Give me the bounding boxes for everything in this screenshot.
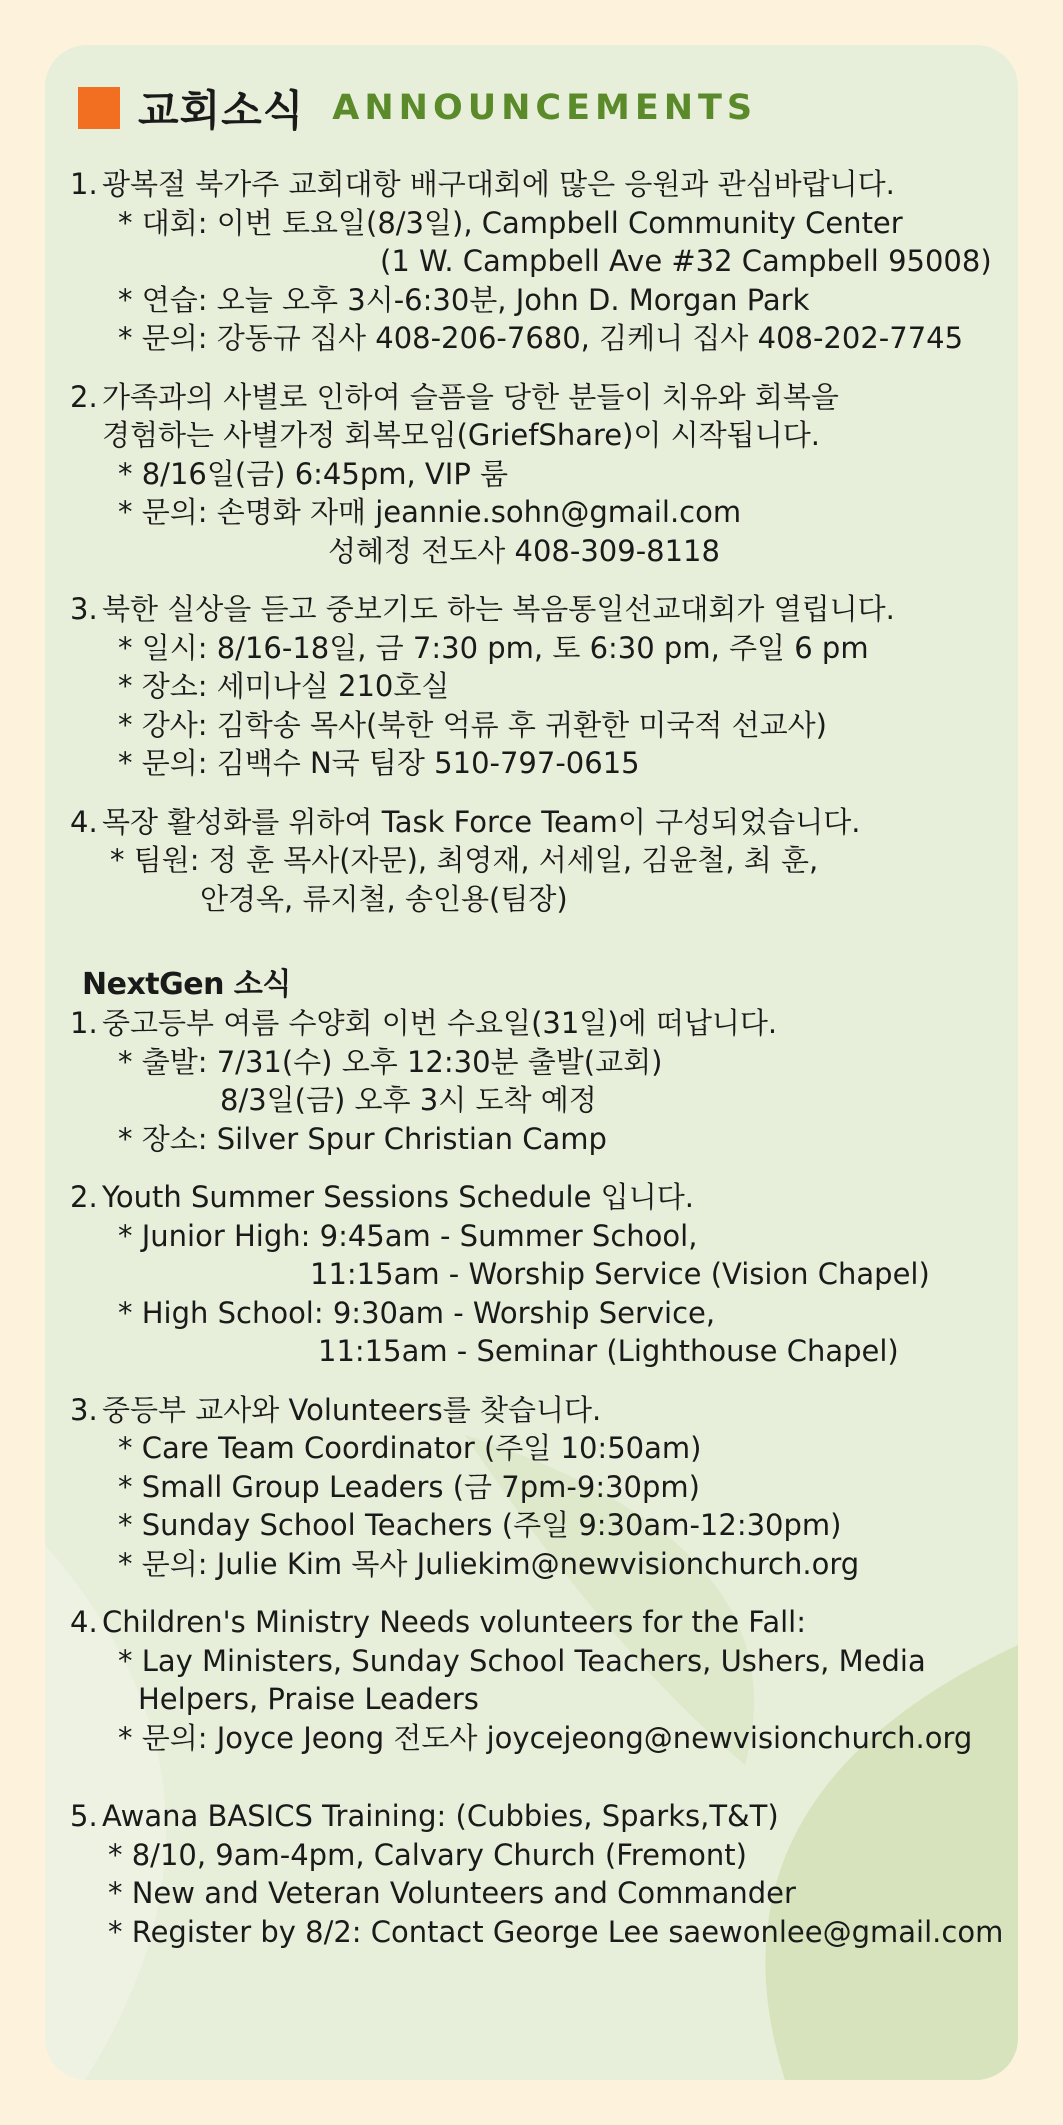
item-line: * 연습: 오늘 오후 3시-6:30분, John D. Morgan Park [118, 282, 810, 317]
item-line: 광복절 북가주 교회대항 배구대회에 많은 응원과 관심바랍니다. [102, 167, 895, 201]
item-line: * 대회: 이번 토요일(8/3일), Campbell Community Center [118, 205, 903, 240]
item-number: 3. [70, 592, 98, 626]
item-line: * Sunday School Teachers (주일 9:30am-12:30pm) [118, 1508, 842, 1542]
nextgen-item-1 [70, 1004, 1015, 1158]
item-line: * Small Group Leaders (금 7pm-9:30pm) [118, 1469, 700, 1504]
item-line: (1 W. Campbell Ave #32 Campbell 95008) [380, 244, 992, 278]
item-line: Awana BASICS Training: (Cubbies, Sparks,T&T) [102, 1799, 779, 1833]
item-line: * 8/16일(금) 6:45pm, VIP 룸 [118, 456, 509, 491]
item-line: * 문의: Julie Kim 목사 Juliekim@newvisionchurch.org [118, 1546, 860, 1581]
nextgen-item-2 [70, 1178, 1015, 1371]
item-line: * Care Team Coordinator (주일 10:50am) [118, 1431, 702, 1465]
title-english: ANNOUNCEMENTS [332, 88, 758, 128]
item-line: 가족과의 사별로 인하여 슬픔을 당한 분들이 치유와 회복을 [102, 379, 839, 414]
announcement-item-4 [70, 803, 1015, 919]
item-line: 11:15am - Worship Service (Vision Chapel) [310, 1257, 930, 1291]
item-line: * 문의: Joyce Jeong 전도사 joycejeong@newvisionchurch.org [118, 1720, 973, 1755]
announcements-card [45, 45, 1018, 2080]
item-number: 1. [70, 167, 98, 201]
item-line: 경험하는 사별가정 회복모임(GriefShare)이 시작됩니다. [102, 418, 820, 452]
item-number: 2. [70, 379, 98, 414]
orange-square-icon [78, 87, 120, 129]
item-line: * 8/10, 9am-4pm, Calvary Church (Fremont) [108, 1837, 747, 1872]
item-number: 2. [70, 1180, 98, 1214]
item-line: * 출발: 7/31(수) 오후 12:30분 출발(교회) [118, 1044, 663, 1079]
header [78, 73, 757, 143]
item-line: Helpers, Praise Leaders [138, 1682, 479, 1716]
item-line: * 문의: 강동규 집사 408-206-7680, 김케니 집사 408-202-7745 [118, 321, 964, 355]
item-line: 8/3일(금) 오후 3시 도착 예정 [220, 1083, 597, 1117]
announcement-item-1 [70, 165, 1015, 358]
item-number: 4. [70, 1605, 98, 1639]
item-line: 목장 활성화를 위하여 Task Force Team이 구성되었습니다. [102, 804, 861, 839]
item-line: * High School: 9:30am - Worship Service, [118, 1295, 716, 1330]
item-line: Children's Ministry Needs volunteers for the Fall: [102, 1605, 806, 1639]
item-line: * 팀원: 정 훈 목사(자문), 최영재, 서세일, 김윤철, 최 훈, [110, 843, 819, 877]
item-line: * 장소: Silver Spur Christian Camp [118, 1121, 607, 1156]
nextgen-section-title: NextGen 소식 [82, 967, 291, 1002]
item-line: * 강사: 김학송 목사(북한 억류 후 귀환한 미국적 선교사) [118, 707, 827, 742]
nextgen-item-3 [70, 1391, 1015, 1584]
item-line: * 문의: 김백수 N국 팀장 510-797-0615 [118, 746, 640, 780]
item-line: * Lay Ministers, Sunday School Teachers, Ushers, Media [118, 1643, 926, 1678]
item-line: 북한 실상을 듣고 중보기도 하는 복음통일선교대회가 열립니다. [102, 592, 895, 626]
announcement-content [70, 165, 1015, 1951]
item-line: * 장소: 세미나실 210호실 [118, 669, 450, 703]
item-number: 1. [70, 1006, 98, 1040]
item-line: 중등부 교사와 Volunteers를 찾습니다. [102, 1392, 602, 1427]
item-line: * New and Veteran Volunteers and Commander [108, 1876, 796, 1910]
item-number: 3. [70, 1392, 98, 1427]
item-number: 4. [70, 804, 98, 839]
item-line: * Junior High: 9:45am - Summer School, [118, 1218, 698, 1253]
item-number: 5. [70, 1799, 98, 1833]
announcement-item-3 [70, 590, 1015, 783]
item-line: 중고등부 여름 수양회 이번 수요일(31일)에 떠납니다. [102, 1006, 778, 1040]
title-korean: 교회소식 [138, 86, 305, 135]
announcement-item-2 [70, 378, 1015, 571]
item-line: * 문의: 손명화 자매 jeannie.sohn@gmail.com [118, 495, 742, 529]
item-line: 성혜정 전도사 408-309-8118 [328, 533, 720, 568]
item-line: 안경옥, 류지철, 송인용(팀장) [200, 881, 568, 916]
item-line: 11:15am - Seminar (Lighthouse Chapel) [318, 1334, 899, 1368]
nextgen-item-5 [70, 1797, 1015, 1951]
nextgen-item-4 [70, 1603, 1015, 1757]
item-line: * Register by 8/2: Contact George Lee saewonlee@gmail.com [108, 1914, 1004, 1949]
item-line: * 일시: 8/16-18일, 금 7:30 pm, 토 6:30 pm, 주일 6 pm [118, 630, 869, 665]
item-line: Youth Summer Sessions Schedule 입니다. [102, 1180, 694, 1214]
